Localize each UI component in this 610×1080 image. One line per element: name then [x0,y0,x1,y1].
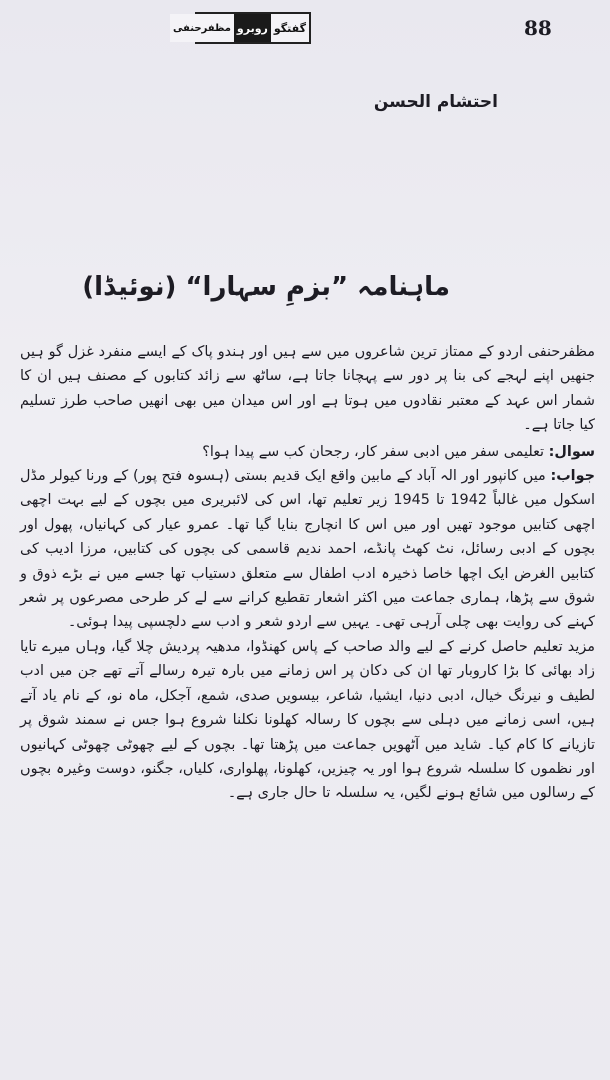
article-title: ماہنامہ ”بزمِ سہارا“ (نوئیڈا) [82,272,450,302]
question-paragraph [20,440,595,464]
answer-paragraph-1 [20,464,595,635]
series-label-part2: روبرو [234,14,271,42]
answer-text-1: میں کانپور اور الہ آباد کے مابین واقع ایک قدیم بستی (ہسوہ فتح پور) کے ورنا کیولر مڈل اسکول میں غالباً 1942 تا 1945 زیر تعلیم تھا، اس کی لائبریری میں بچوں کے لیے بہت اچھی اچھی کتابیں موجود تھیں اور میں اس کا انچارج بنایا گیا تھا۔ عمرو عیار کی کہانیاں، پھول اور بچوں کے ادبی رسائل، نٹ کھٹ پانڈے، احمد ندیم قاسمی کی بچوں کی کتابیں، مرزا ادیب کی کتابیں الغرض ایک اچھا خاصا ذخیرہ ادب اطفال سے متعلق دستیاب تھا جسے میں نے بڑے ذوق و شوق سے پڑھا، ہماری جماعت میں اکثر اشعار تقطیع کرانے سے لے کر طرحی مصرعوں پر شعر کہنے کی روایت بھی چلی آرہی تھی۔ یہیں سے اردو شعر و ادب سے دلچسپی پیدا ہوئی۔ [20,468,595,631]
series-label-part3: مظفرحنفی [170,14,234,42]
author-name: احتشام الحسن [373,92,498,112]
answer-label: جواب: [550,468,595,485]
series-label-part1: گفتگو [271,14,309,42]
series-label-box [172,12,311,44]
article-body [20,340,595,806]
intro-paragraph: مظفرحنفی اردو کے ممتاز ترین شاعروں میں سے ہیں اور ہندو پاک کے ایسے منفرد غزل گو ہیں جنھیں اپنے لہجے کی بنا پر دور سے پہچانا جاتا ہے، ساٹھ سے زائد کتابوں کے مصنف ہیں ان کا شمار اس عہد کے معتبر نقادوں میں ہوتا ہے اور اس میدان میں بھی انھیں صاحب طرز تسلیم کیا جاتا ہے۔ [20,344,595,434]
question-label: سوال: [548,443,595,460]
question-text: تعلیمی سفر میں ادبی سفر کار، رجحان کب سے پیدا ہوا؟ [202,443,545,460]
answer-paragraph-2: مزید تعلیم حاصل کرنے کے لیے والد صاحب کے پاس کھنڈوا، مدھیہ پردیش چلا گیا، وہاں میرے تایا زاد بھائی کا بڑا کاروبار تھا ان کی دکان پر اس زمانے میں بارہ تیرہ رسالے آتے تھے جن میں ادب لطیف و نیرنگ خیال، ادبی دنیا، ایشیا، شاعر، بیسویں صدی، شمع، آجکل، ماہ نو، کے نام یاد آتے ہیں، اسی زمانے میں دہلی سے بچوں کا رسالہ کھلونا نکلنا شروع ہوا جس نے سمند شوق پر تازیانے کا کام کیا۔ شاید میں آٹھویں جماعت میں پڑھتا تھا۔ بچوں کے لیے چھوٹی چھوٹی کہانیوں اور نظموں کا سلسلہ شروع ہوا اور یہ چیزیں، کھلونا، پھلواری، کلیاں، جگنو، دوست وغیرہ بچوں کے رسالوں میں شائع ہونے لگیں، یہ سلسلہ تا حال جاری ہے۔ [20,638,595,802]
page-number: 88 [524,16,552,40]
